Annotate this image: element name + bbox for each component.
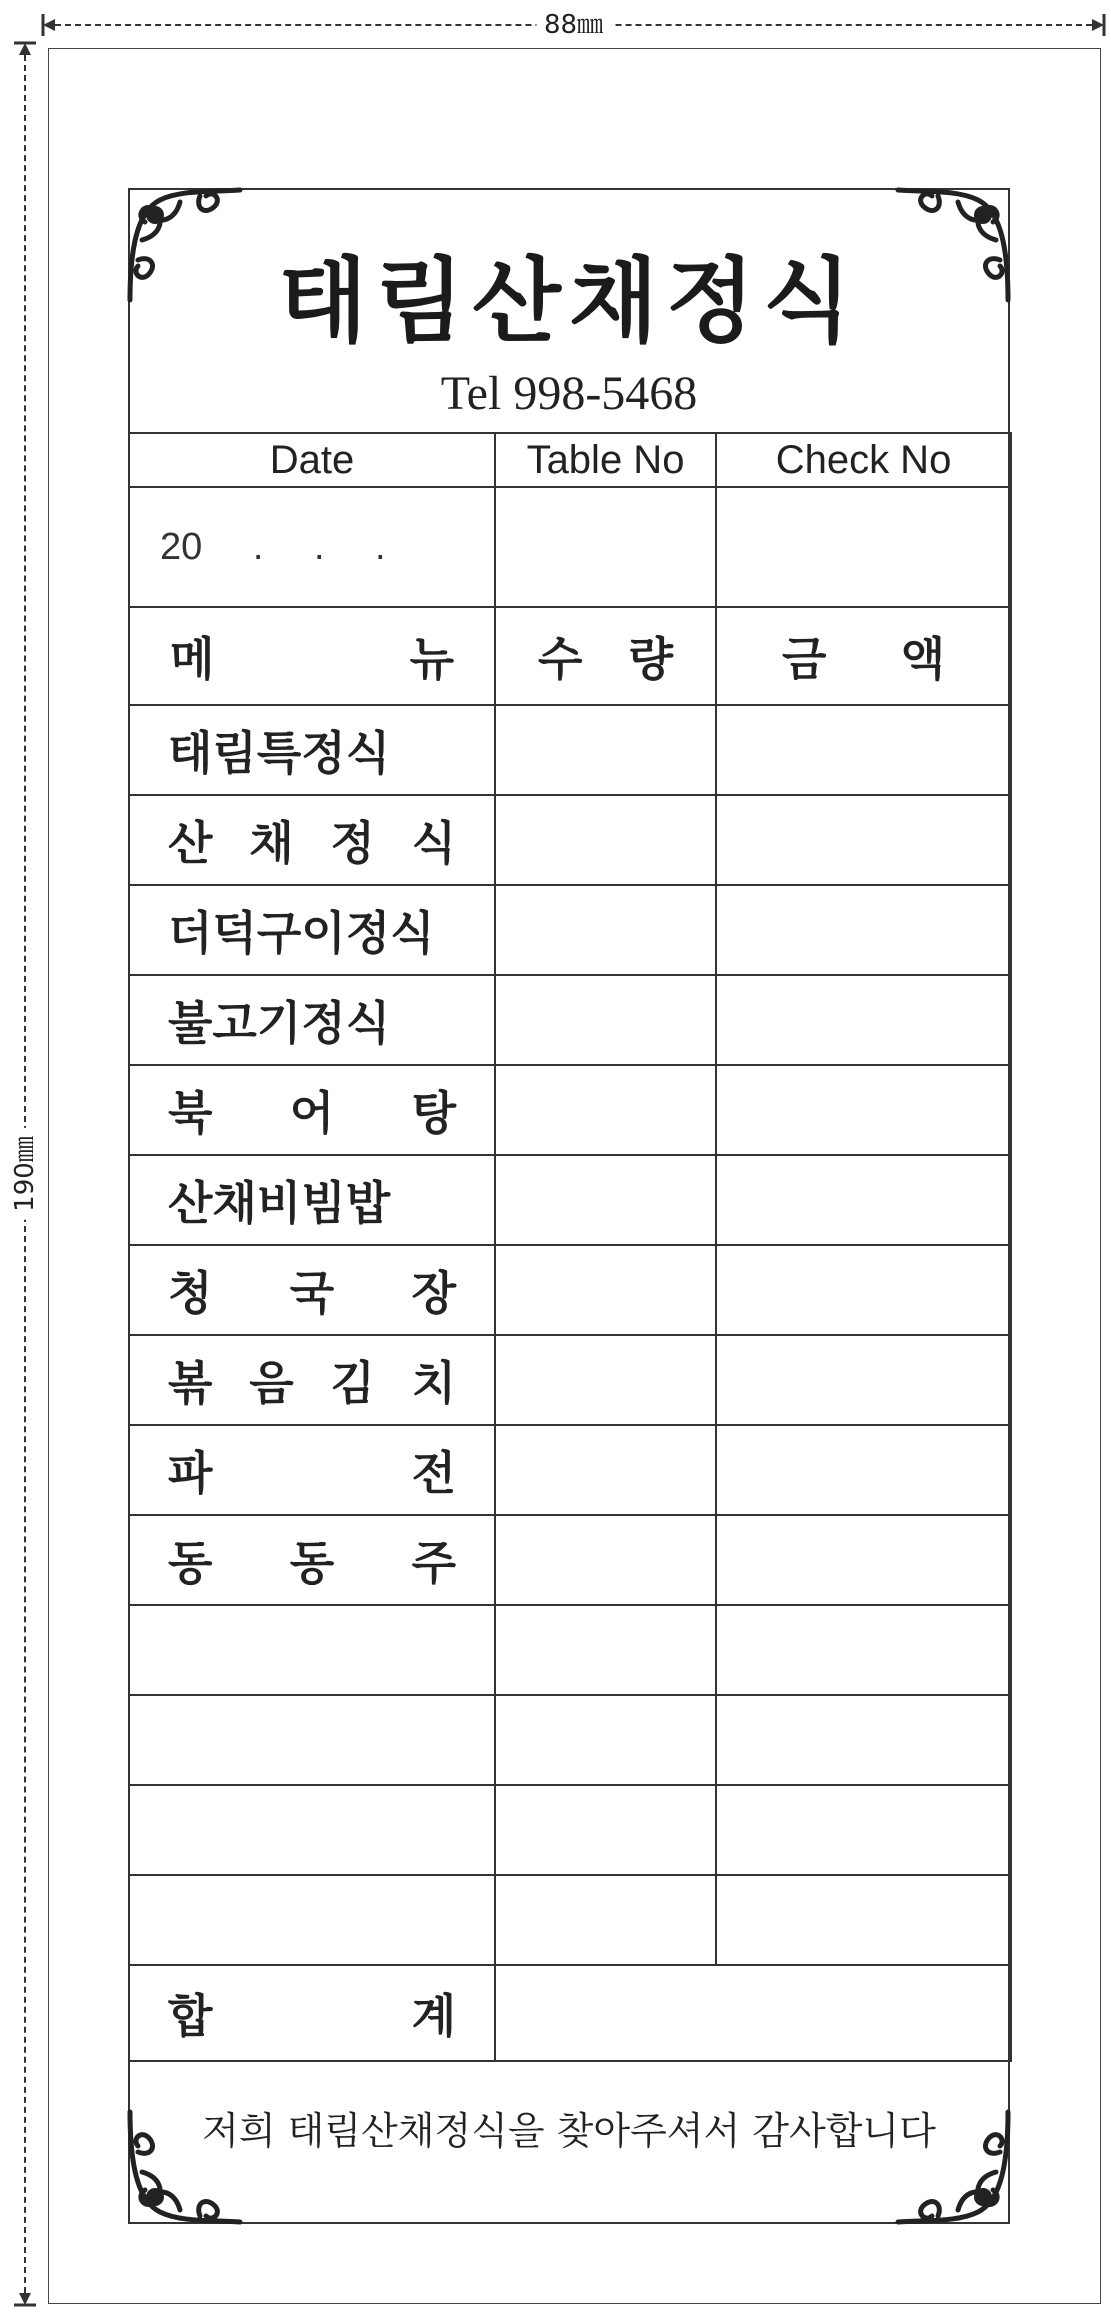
total-label: 합 계 xyxy=(168,1989,456,2043)
menu-item-name xyxy=(129,1065,495,1155)
date-value: 20 . . . xyxy=(160,525,386,568)
blank-menu-field[interactable] xyxy=(129,1695,495,1785)
quantity-field[interactable] xyxy=(495,795,716,885)
menu-rows xyxy=(129,705,1011,1605)
blank-quantity-field[interactable] xyxy=(495,1875,716,1965)
quantity-header-label: 수 량 xyxy=(538,632,673,686)
blank-row xyxy=(129,1785,1011,1875)
menu-row xyxy=(129,1515,1011,1605)
info-header-row xyxy=(129,433,1011,487)
menu-item-label: 불고기정식 xyxy=(168,996,391,1050)
width-dimension-line xyxy=(45,12,1102,38)
blank-amount-field[interactable] xyxy=(716,1785,1011,1875)
total-row xyxy=(129,1965,1011,2061)
quantity-field[interactable] xyxy=(495,975,716,1065)
phone-number: Tel 998-5468 xyxy=(440,367,698,420)
menu-row xyxy=(129,1335,1011,1425)
amount-field[interactable] xyxy=(716,1245,1011,1335)
check-no-header: Check No xyxy=(716,433,1011,487)
order-table xyxy=(128,432,1012,2062)
blank-menu-field[interactable] xyxy=(129,1875,495,1965)
check-no-field[interactable] xyxy=(716,487,1011,607)
info-value-row xyxy=(129,487,1011,607)
quantity-field[interactable] xyxy=(495,705,716,795)
amount-field[interactable] xyxy=(716,1155,1011,1245)
quantity-field[interactable] xyxy=(495,1335,716,1425)
height-label: 190㎜ xyxy=(12,1128,38,1220)
menu-item-name xyxy=(129,1335,495,1425)
menu-item-name xyxy=(129,1425,495,1515)
menu-item-name xyxy=(129,1245,495,1335)
menu-header-label: 메 뉴 xyxy=(170,632,454,686)
menu-item-name xyxy=(129,795,495,885)
menu-row xyxy=(129,885,1011,975)
date-field[interactable] xyxy=(129,487,495,607)
blank-quantity-field[interactable] xyxy=(495,1695,716,1785)
total-amount-field[interactable] xyxy=(495,1965,1011,2061)
total-label-cell xyxy=(129,1965,495,2061)
menu-row xyxy=(129,975,1011,1065)
menu-item-label: 산채비빔밥 xyxy=(168,1176,391,1230)
amount-field[interactable] xyxy=(716,1425,1011,1515)
menu-item-label: 북 어 탕 xyxy=(168,1086,456,1140)
menu-item-label: 산 채 정 식 xyxy=(168,816,456,870)
bill-card xyxy=(128,188,1010,2224)
amount-field[interactable] xyxy=(716,885,1011,975)
amount-field[interactable] xyxy=(716,1335,1011,1425)
blank-menu-field[interactable] xyxy=(129,1605,495,1695)
blank-menu-field[interactable] xyxy=(129,1785,495,1875)
blank-row xyxy=(129,1695,1011,1785)
amount-field[interactable] xyxy=(716,795,1011,885)
quantity-field[interactable] xyxy=(495,1245,716,1335)
amount-field[interactable] xyxy=(716,1065,1011,1155)
menu-item-name xyxy=(129,885,495,975)
menu-row xyxy=(129,705,1011,795)
thank-you-message: 저희 태림산채정식을 찾아주셔서 감사합니다 xyxy=(202,2109,936,2153)
blank-row xyxy=(129,1875,1011,1965)
menu-row xyxy=(129,1425,1011,1515)
menu-column-header xyxy=(129,607,495,705)
menu-row xyxy=(129,1245,1011,1335)
blank-amount-field[interactable] xyxy=(716,1605,1011,1695)
amount-field[interactable] xyxy=(716,705,1011,795)
quantity-field[interactable] xyxy=(495,1155,716,1245)
menu-row xyxy=(129,1155,1011,1245)
amount-field[interactable] xyxy=(716,1515,1011,1605)
menu-item-label: 볶 음 김 치 xyxy=(168,1356,456,1410)
menu-item-label: 태림특정식 xyxy=(168,726,391,780)
restaurant-title: 태림산채정식 xyxy=(278,247,860,355)
amount-column-header xyxy=(716,607,1011,705)
width-label: 88㎜ xyxy=(536,12,611,38)
quantity-field[interactable] xyxy=(495,1425,716,1515)
menu-row xyxy=(129,1065,1011,1155)
height-dimension-line xyxy=(12,45,38,2303)
quantity-field[interactable] xyxy=(495,1515,716,1605)
empty-rows xyxy=(129,1605,1011,1965)
menu-header-row xyxy=(129,607,1011,705)
quantity-column-header xyxy=(495,607,716,705)
blank-quantity-field[interactable] xyxy=(495,1785,716,1875)
menu-item-name xyxy=(129,1155,495,1245)
date-header: Date xyxy=(129,433,495,487)
menu-row xyxy=(129,795,1011,885)
blank-quantity-field[interactable] xyxy=(495,1605,716,1695)
blank-row xyxy=(129,1605,1011,1695)
menu-item-label: 파 전 xyxy=(168,1446,456,1500)
menu-item-label: 청 국 장 xyxy=(168,1266,456,1320)
table-no-field[interactable] xyxy=(495,487,716,607)
table-no-header: Table No xyxy=(495,433,716,487)
menu-item-name xyxy=(129,1515,495,1605)
amount-header-label: 금 액 xyxy=(782,632,945,686)
menu-item-label: 동 동 주 xyxy=(168,1536,456,1590)
menu-item-name xyxy=(129,705,495,795)
quantity-field[interactable] xyxy=(495,885,716,975)
amount-field[interactable] xyxy=(716,975,1011,1065)
quantity-field[interactable] xyxy=(495,1065,716,1155)
blank-amount-field[interactable] xyxy=(716,1875,1011,1965)
menu-item-name xyxy=(129,975,495,1065)
blank-amount-field[interactable] xyxy=(716,1695,1011,1785)
menu-item-label: 더덕구이정식 xyxy=(168,906,435,960)
